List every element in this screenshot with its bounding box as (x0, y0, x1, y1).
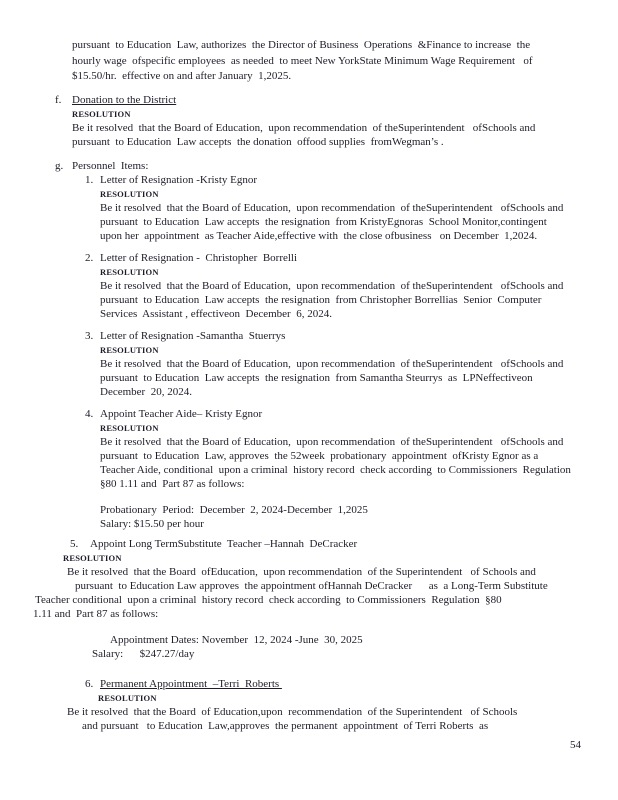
text-line (72, 121, 618, 135)
resolution-label (100, 343, 618, 357)
text-line (100, 293, 618, 307)
text-line (100, 279, 618, 293)
personnel-item-6-permanent-appointment (0, 677, 618, 733)
text-line (85, 173, 618, 187)
text-line (100, 215, 618, 229)
line-text: RESOLUTION (98, 692, 157, 703)
text-line (72, 135, 618, 149)
resolution-label (98, 691, 618, 705)
resolution-label (63, 551, 618, 565)
line-text: Permanent Appointment –Terri Roberts (100, 677, 282, 690)
line-text: RESOLUTION (100, 344, 159, 355)
resolution-label (100, 187, 618, 201)
line-text (0, 491, 3, 503)
text-line (72, 38, 618, 54)
line-text: Be it resolved that the Board of Education, upon recommendation of theSuperintendent ofSchools and (100, 201, 564, 214)
line-text: and pursuant to Education Law,approves the permanent appointment of Terri Roberts as (82, 719, 489, 732)
line-text: Be it resolved that the Board of Education, upon recommendation of theSuperintendent ofSchools and (100, 357, 564, 370)
section-g-personnel-heading (0, 159, 618, 173)
text-line (72, 54, 618, 70)
text-line (82, 719, 618, 733)
line-text: §80 1.11 and Part 87 as follows: (100, 477, 245, 490)
text-line (75, 579, 618, 593)
line-text: RESOLUTION (72, 108, 131, 119)
line-text: RESOLUTION (100, 188, 159, 199)
text-line (100, 307, 618, 321)
text-line (100, 435, 618, 449)
line-text: RESOLUTION (100, 422, 159, 433)
line-text: Be it resolved that the Board of Education, upon recommendation of theSuperintendent ofSchools and (72, 121, 536, 134)
line-text: pursuant to Education Law accepts the resignation from Christopher Borrellias Senior Computer (100, 293, 542, 306)
line-text: $15.50/hr. effective on and after January 1,2025. (72, 70, 292, 82)
list-item-label: 2. (85, 251, 94, 264)
text-line (67, 565, 618, 579)
text-line (85, 677, 618, 691)
line-text: pursuant to Education Law, authorizes the Director of Business Operations &Finance to increase the (72, 39, 531, 51)
text-line (100, 201, 618, 215)
text-line (92, 647, 618, 661)
resolution-label (100, 421, 618, 435)
spacer-line (0, 621, 618, 633)
list-item-label: 4. (85, 407, 94, 420)
text-line (55, 93, 618, 107)
text-line (100, 517, 618, 531)
personnel-item-5-appoint-lts-teacher (0, 537, 618, 661)
text-line (100, 503, 618, 517)
personnel-item-4-appoint-teacher-aide (0, 407, 618, 531)
text-line (100, 357, 618, 371)
list-item-label: f. (55, 93, 62, 106)
line-text: Appoint Teacher Aide– Kristy Egnor (100, 407, 263, 420)
line-text: Salary: $15.50 per hour (100, 517, 204, 530)
list-item-label: 5. (70, 537, 79, 550)
text-line (100, 371, 618, 385)
line-text: Probationary Period: December 2, 2024-December 1,2025 (100, 503, 368, 516)
line-text: RESOLUTION (100, 266, 159, 277)
section-f-donation (0, 93, 618, 149)
line-text: Appoint Long TermSubstitute Teacher –Hannah DeCracker (90, 537, 358, 550)
text-line (35, 593, 618, 607)
line-text: Letter of Resignation -Samantha Stuerrys (100, 329, 286, 342)
text-line (100, 449, 618, 463)
text-line (55, 159, 618, 173)
text-line (33, 607, 618, 621)
text-line (100, 477, 618, 491)
line-text: Teacher Aide, conditional upon a criminal history record check according to Commissioners Regulation (100, 463, 571, 476)
text-line (85, 251, 618, 265)
line-text: Be it resolved that the Board of Education, upon recommendation of theSuperintendent ofSchools and (100, 279, 564, 292)
line-text: Be it resolved that the Board ofEducation, upon recommendation of the Superintendent of Schools and (67, 565, 536, 578)
text-line (72, 69, 618, 85)
text-line (85, 329, 618, 343)
line-text: pursuant to Education Law accepts the resignation from KristyEgnoras School Monitor,contingent (100, 215, 547, 228)
list-item-label: 3. (85, 329, 94, 342)
line-text: Services Assistant , effectiveon December 6, 2024. (100, 307, 332, 320)
text-line (110, 633, 618, 647)
line-text: Salary: $247.27/day (92, 647, 195, 660)
personnel-item-2-resignation-borrelli (0, 251, 618, 321)
text-line (100, 463, 618, 477)
line-text: Letter of Resignation -Kristy Egnor (100, 173, 258, 186)
list-item-label: 6. (85, 677, 94, 690)
line-text: Appointment Dates: November 12, 2024 -June 30, 2025 (110, 633, 363, 646)
line-text: pursuant to Education Law, approves the 52week probationary appointment ofKristy Egnor as a (100, 449, 539, 462)
line-text: 1.11 and Part 87 as follows: (33, 607, 159, 620)
text-line (85, 407, 618, 421)
line-text: Donation to the District (72, 93, 177, 106)
line-text: pursuant to Education Law approves the appointment ofHannah DeCracker as a Long-Term Substitute (75, 579, 548, 592)
text-line (100, 385, 618, 399)
intro-paragraph (0, 38, 618, 85)
list-item-label: g. (55, 159, 64, 172)
text-line (100, 229, 618, 243)
page-number: 54 (570, 739, 581, 751)
line-text: Be it resolved that the Board of Education, upon recommendation of theSuperintendent ofSchools and (100, 435, 564, 448)
text-line (67, 705, 618, 719)
line-text (0, 621, 3, 633)
resolution-label (72, 107, 618, 121)
spacer-line (0, 491, 618, 503)
line-text: RESOLUTION (63, 552, 122, 563)
line-text: Be it resolved that the Board of Education,upon recommendation of the Superintendent of Schools (67, 705, 518, 718)
personnel-item-1-resignation-egnor (0, 173, 618, 243)
line-text: Letter of Resignation - Christopher Borrelli (100, 251, 298, 264)
line-text: Personnel Items: (72, 159, 149, 172)
line-text: Teacher conditional upon a criminal history record check according to Commissioners Regulation §80 (35, 593, 502, 606)
resolution-label (100, 265, 618, 279)
line-text: December 20, 2024. (100, 385, 192, 398)
line-text: hourly wage ofspecific employees as needed to meet New YorkState Minimum Wage Requirement of (72, 54, 533, 67)
line-text: pursuant to Education Law accepts the resignation from Samantha Steurrys as LPNeffectiveon (100, 371, 533, 384)
text-line (70, 537, 618, 551)
line-text: upon her appointment as Teacher Aide,effective with the close ofbusiness on December 1,2024. (100, 229, 538, 242)
line-text: pursuant to Education Law accepts the donation offood supplies fromWegman’s . (72, 135, 444, 148)
list-item-label: 1. (85, 173, 94, 186)
personnel-item-3-resignation-stuerrys (0, 329, 618, 399)
